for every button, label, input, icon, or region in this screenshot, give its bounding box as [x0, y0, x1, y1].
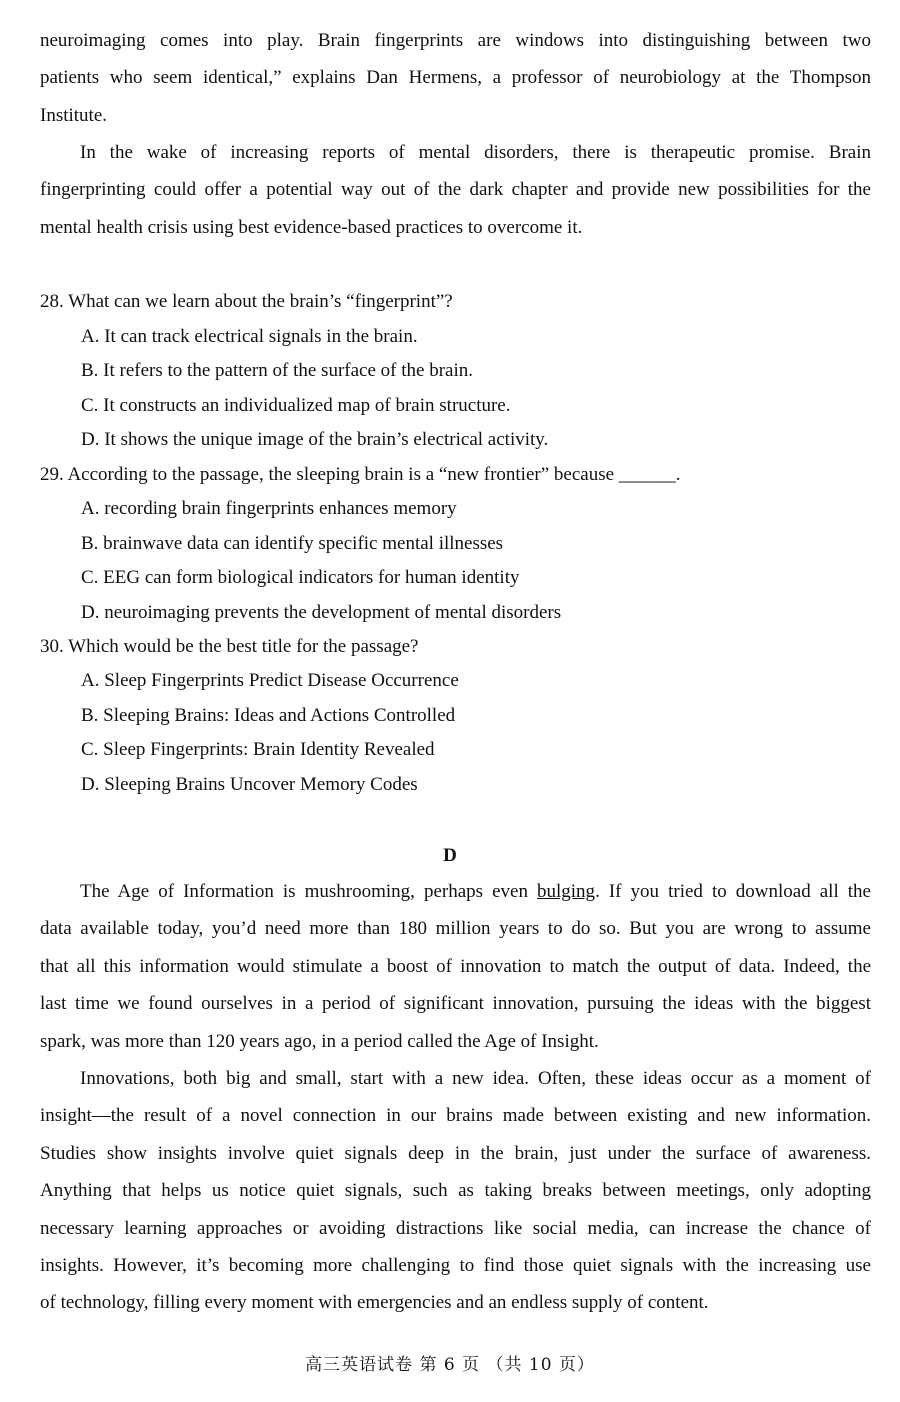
question-28-option-c: C. It constructs an individualized map of brain structure. — [81, 395, 511, 416]
question-28-option-b: B. It refers to the pattern of the surface of the brain. — [81, 360, 473, 381]
question-28-option-d: D. It shows the unique image of the brain’s electrical activity. — [81, 429, 549, 450]
question-30-option-a: A. Sleep Fingerprints Predict Disease Occurrence — [81, 670, 459, 691]
text-line: insight—the result of a novel connection in our brains made between existing and new information. — [40, 1105, 871, 1127]
page-footer: 高三英语试卷 第 6 页 （共 10 页） — [305, 1355, 595, 1375]
question-30-option-d: D. Sleeping Brains Uncover Memory Codes — [81, 774, 418, 795]
question-29-option-d: D. neuroimaging prevents the development of mental disorders — [81, 602, 562, 623]
question-30-option-c: C. Sleep Fingerprints: Brain Identity Revealed — [81, 739, 435, 760]
text-line: mental health crisis using best evidence-based practices to overcome it. — [40, 216, 583, 238]
passage-c-paragraph-1 — [40, 22, 871, 134]
text-line: necessary learning approaches or avoiding distractions like social media, can increase the chance of — [40, 1217, 871, 1239]
text-line: fingerprinting could offer a potential way out of the dark chapter and provide new possibilities for the — [40, 179, 871, 201]
question-29-option-b: B. brainwave data can identify specific mental illnesses — [81, 533, 504, 554]
text-line: Studies show insights involve quiet signals deep in the brain, just under the surface of awareness. — [40, 1142, 871, 1164]
text-line: patients who seem identical,” explains Dan Hermens, a professor of neurobiology at the Thompson — [40, 67, 871, 89]
question-30-stem: 30. Which would be the best title for the passage? — [40, 636, 419, 657]
text-line: Anything that helps us notice quiet signals, such as taking breaks between meetings, only adopting — [40, 1180, 871, 1202]
text-line: Institute. — [40, 104, 108, 126]
text-line: that all this information would stimulate a boost of innovation to match the output of data. Indeed, the — [40, 955, 871, 977]
question-28-stem: 28. What can we learn about the brain’s “fingerprint”? — [40, 291, 453, 312]
question-30-option-b: B. Sleeping Brains: Ideas and Actions Controlled — [81, 705, 456, 726]
question-29-stem: 29. According to the passage, the sleeping brain is a “new frontier” because ______. — [40, 464, 681, 485]
text-line: neuroimaging comes into play. Brain fingerprints are windows into distinguishing between two — [40, 30, 871, 51]
question-29-option-a: A. recording brain fingerprints enhances memory — [81, 498, 457, 519]
text-line: insights. However, it’s becoming more challenging to find those quiet signals with the increasing use — [40, 1254, 871, 1276]
question-29-option-c: C. EEG can form biological indicators for human identity — [81, 567, 520, 588]
text-line: data available today, you’d need more than 180 million years to do so. But you are wrong to assume — [40, 918, 871, 940]
text-line: spark, was more than 120 years ago, in a period called the Age of Insight. — [40, 1030, 599, 1052]
passage-d-paragraph-2 — [40, 1060, 871, 1322]
passage-c-paragraph-2 — [40, 134, 871, 246]
text-line: In the wake of increasing reports of mental disorders, there is therapeutic promise. Brain — [80, 142, 871, 163]
question-28-option-a: A. It can track electrical signals in the brain. — [81, 326, 418, 347]
text-line: last time we found ourselves in a period of significant innovation, pursuing the ideas with the biggest — [40, 993, 871, 1015]
text-segment: . If you tried to download all the — [595, 881, 871, 902]
text-line: of technology, filling every moment with emergencies and an endless supply of content. — [40, 1292, 709, 1314]
text-line: Innovations, both big and small, start with a new idea. Often, these ideas occur as a moment of — [80, 1068, 871, 1089]
text-line — [40, 873, 871, 910]
underlined-word-bulging: bulging — [537, 881, 596, 902]
section-title-d: D — [443, 845, 457, 866]
text-segment: The Age of Information is mushrooming, perhaps even — [80, 881, 537, 902]
passage-d-paragraph-1 — [40, 873, 871, 1060]
